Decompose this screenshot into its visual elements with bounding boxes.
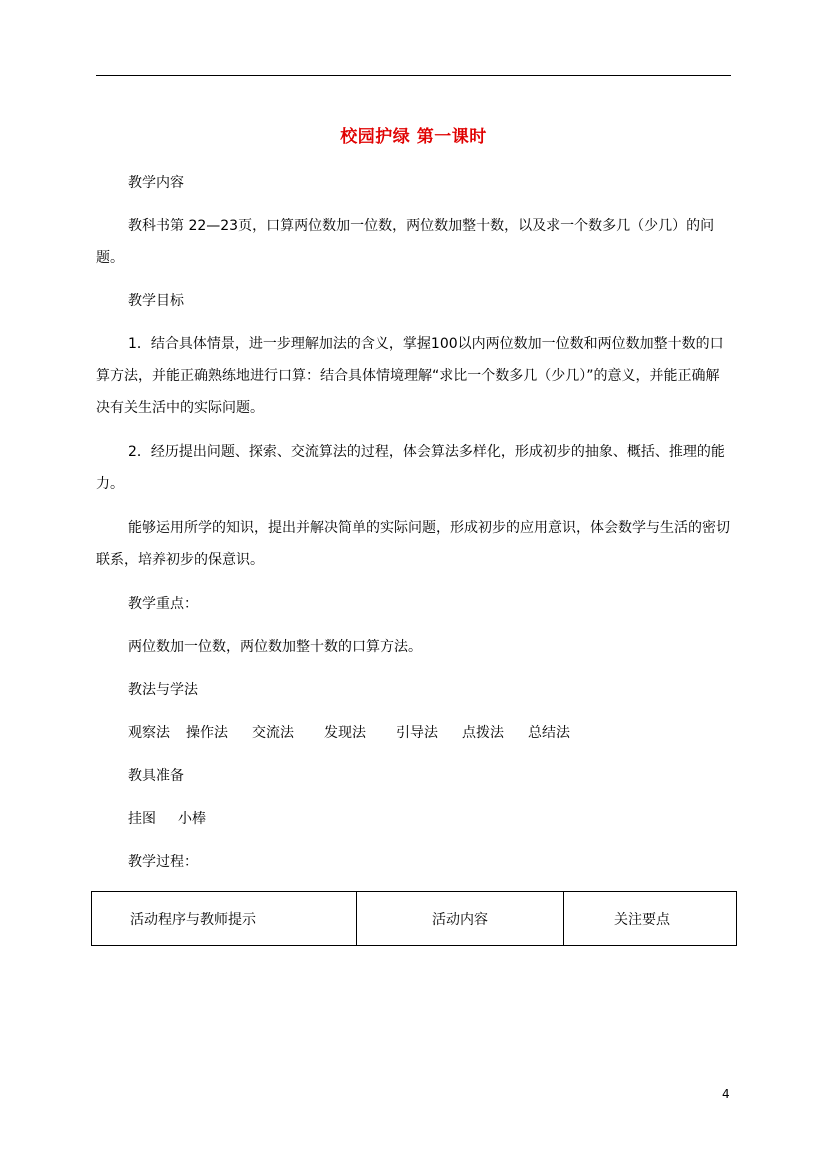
goal-1: 1．结合具体情景，进一步理解加法的含义，掌握100以内两位数加一位数和两位数加整十数的口算方法，并能正确熟练地进行口算：结合具体情境理解“求比一个数多几（少几）”的意义，并能正确解决有关生活中的实际问题。: [96, 336, 724, 416]
tools-heading: 教具准备: [128, 768, 184, 784]
focus-heading: 教学重点：: [128, 596, 198, 612]
content-text: 教科书第 22—23页，口算两位数加一位数，两位数加整十数，以及求一个数多几（少几）的问题。: [96, 218, 715, 266]
process-table: [91, 891, 737, 946]
method-item: 总结法: [528, 725, 570, 741]
focus-text: 两位数加一位数，两位数加整十数的口算方法。: [128, 639, 422, 655]
goal-2: 2．经历提出问题、探索、交流算法的过程，体会算法多样化，形成初步的抽象、概括、推理的能力。: [96, 444, 725, 492]
goal-3: 能够运用所学的知识，提出并解决简单的实际问题，形成初步的应用意识，体会数学与生活的密切联系，培养初步的保意识。: [96, 520, 730, 568]
content-heading: 教学内容: [128, 175, 184, 191]
tool-item: 小棒: [178, 811, 206, 827]
methods-list: [128, 723, 570, 743]
page-number: 4: [722, 1087, 730, 1101]
methods-heading: 教法与学法: [128, 682, 198, 698]
table-header-row: [92, 892, 737, 946]
page-title: 校园护绿 第一课时: [340, 127, 487, 147]
method-item: 交流法: [252, 725, 294, 741]
table-header-cell: 活动程序与教师提示: [92, 892, 357, 946]
method-item: 发现法: [324, 725, 366, 741]
tools-list: [128, 809, 206, 829]
method-item: 点拨法: [462, 725, 504, 741]
method-item: 操作法: [186, 725, 228, 741]
method-item: 引导法: [396, 725, 438, 741]
table-header-cell: 活动内容: [357, 892, 564, 946]
process-heading: 教学过程：: [128, 854, 198, 870]
header-rule: [96, 75, 731, 76]
table-header-cell: 关注要点: [564, 892, 737, 946]
goals-heading: 教学目标: [128, 293, 184, 309]
method-item: 观察法: [128, 725, 170, 741]
tool-item: 挂图: [128, 811, 156, 827]
